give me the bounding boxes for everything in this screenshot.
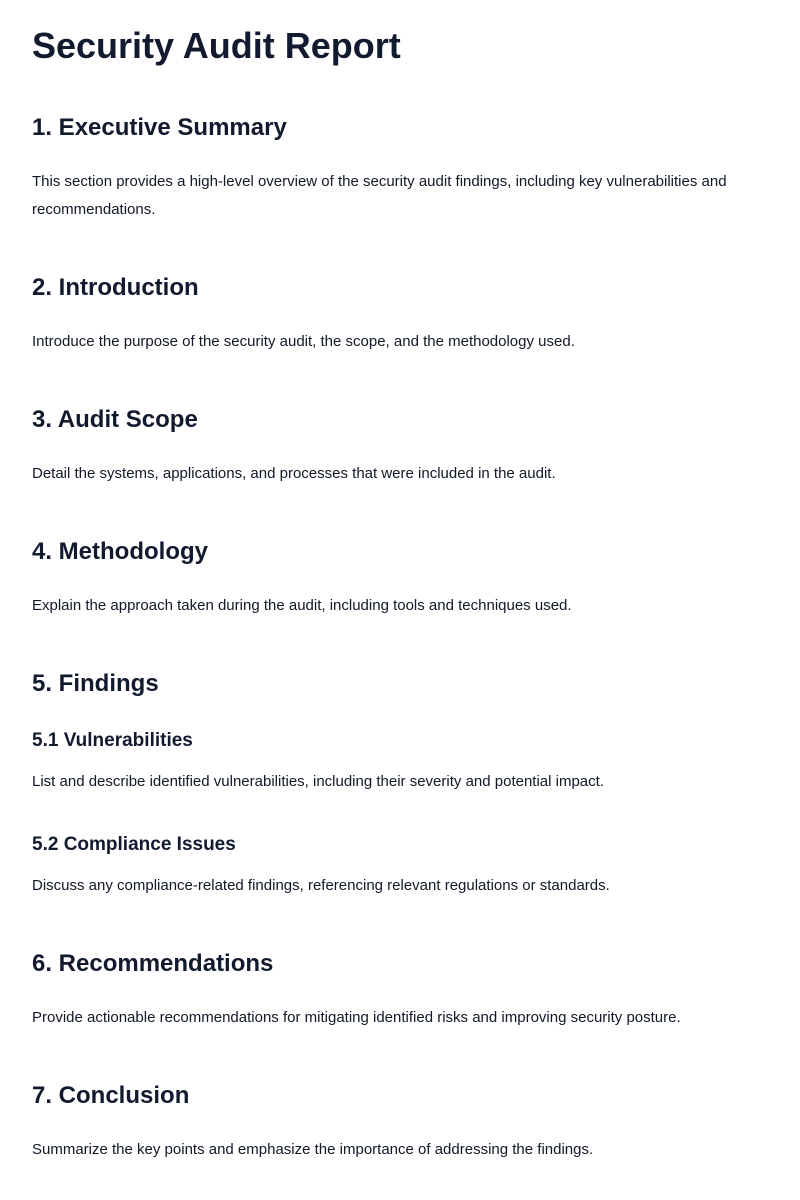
section-body-introduction: Introduce the purpose of the security audit, the scope, and the methodology used. [32, 333, 575, 350]
section-body-audit-scope: Detail the systems, applications, and processes that were included in the audit. [32, 465, 556, 482]
section-body-methodology: Explain the approach taken during the audit, including tools and techniques used. [32, 597, 572, 614]
subsection-body-compliance-issues: Discuss any compliance-related findings, referencing relevant regulations or standards. [32, 877, 610, 894]
section-heading-conclusion: 7. Conclusion [32, 1082, 190, 1109]
section-body-executive-summary: This section provides a high-level overview of the security audit findings, including key vulnerabilities and recommendations. [32, 173, 727, 218]
section-heading-methodology: 4. Methodology [32, 538, 208, 565]
subsection-heading-vulnerabilities: 5.1 Vulnerabilities [32, 730, 193, 751]
section-heading-executive-summary: 1. Executive Summary [32, 114, 287, 141]
subsection-body-vulnerabilities: List and describe identified vulnerabilities, including their severity and potential impact. [32, 773, 604, 790]
subsection-heading-compliance-issues: 5.2 Compliance Issues [32, 834, 236, 855]
section-body-conclusion: Summarize the key points and emphasize the importance of addressing the findings. [32, 1141, 594, 1158]
section-body-recommendations: Provide actionable recommendations for mitigating identified risks and improving security posture. [32, 1009, 681, 1026]
section-heading-introduction: 2. Introduction [32, 274, 199, 301]
section-heading-audit-scope: 3. Audit Scope [32, 406, 198, 433]
section-heading-findings: 5. Findings [32, 670, 159, 697]
section-heading-recommendations: 6. Recommendations [32, 950, 274, 977]
page-title: Security Audit Report [32, 25, 401, 66]
